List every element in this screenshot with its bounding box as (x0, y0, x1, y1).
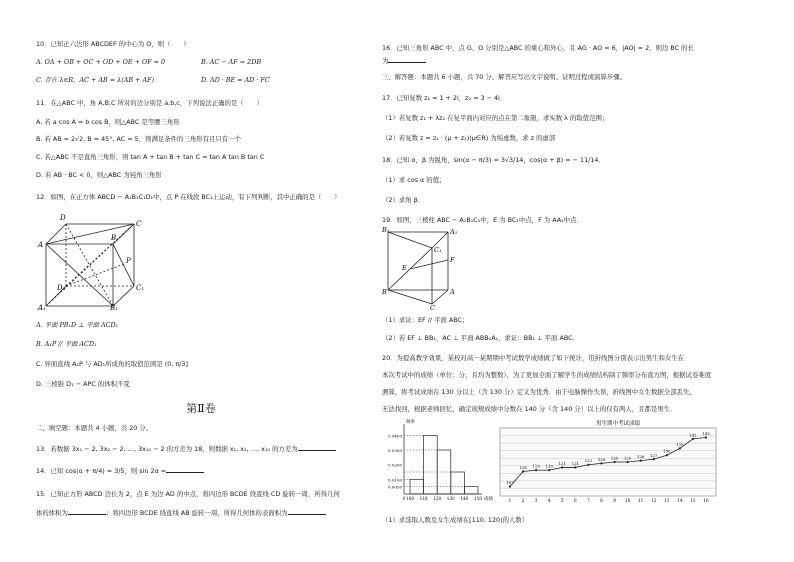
q15-answer-blank-2[interactable] (288, 508, 326, 515)
line-chart-frame (500, 428, 716, 496)
q11-stem: 11．在△ABC 中，角 A,B,C 所对的边分别是 a,b,c，下列说法正确的是（ ） (36, 99, 263, 107)
prism-figure (382, 226, 462, 310)
q14-stem: 14．已知 cos(α + π/4) = 3/5，则 sin 2α = (36, 467, 167, 475)
hist-y-tick-label: 0.0100 (388, 477, 402, 483)
q20-line-2: 本次考试中的成绩（单位：分，且均为整数），为了更加全面了解学生的成绩结构制了频率分布直方图，根据试卷难度 (382, 371, 712, 379)
male-score-point-label: 119 (532, 463, 540, 469)
q14-answer-blank[interactable] (166, 466, 204, 473)
cube-label-a: A (38, 241, 44, 249)
q11-option-c: C. 若△ABC 不是直角三角形，则 tan A + tan B + tan C = tan A tan B tan C (36, 153, 265, 161)
q12-option-a: A. 平面 PB₁D ⊥ 平面 ACD₁ (36, 321, 119, 329)
male-score-point (574, 466, 576, 468)
q10-option-d: D. AD · BE = AD · FC (201, 76, 270, 84)
hist-x-tick-label: 150 (474, 496, 482, 501)
hist-x-label: 成绩 (484, 497, 493, 502)
hist-y-tick-label: 0.0050 (388, 484, 402, 490)
q12-option-b: B. A₁P // 平面 ACD₁ (36, 340, 97, 348)
q16-part: 为 (382, 57, 389, 65)
hist-y-tick-label: 0.0200 (388, 462, 402, 468)
line-chart-x-tick-label: 9 (613, 498, 616, 503)
cube-label-p: P (126, 257, 131, 265)
prism-label-c1: C₁ (434, 246, 442, 254)
q20-line-1: 20．为提高教学效果，某校对高一某期期中考试数学成绩做了如下统计，用折线图分别表示出男生和女生在 (382, 354, 685, 362)
hist-x-tick-label: 130 (446, 496, 455, 501)
male-score-point (679, 447, 681, 449)
part-two-heading: 第Ⅱ卷 (186, 402, 216, 415)
cube-figure (38, 206, 148, 311)
male-score-point-label: 123 (584, 458, 593, 464)
line-chart-x-tick-label: 6 (573, 498, 577, 503)
q16-answer-blank[interactable] (388, 56, 426, 63)
q19-part-1: （1）求证：EF // 平面 ABC； (382, 316, 469, 324)
line-chart-x-tick-label: 10 (624, 498, 631, 503)
cube-label-a1: A₁ (38, 304, 46, 312)
prism-label-b: B (382, 288, 387, 296)
q12-option-c: C. 异面直线 A₁P 与 AD₁所成角的取值范围是 (0, π/3] (36, 360, 188, 368)
hist-y-tick-label: 0.0400 (388, 433, 402, 439)
male-score-point-label: 121 (558, 460, 566, 466)
male-score-point-label: 130 (663, 448, 671, 454)
male-score-point (613, 461, 615, 463)
line-chart-x-tick-label: 15 (690, 498, 696, 503)
hist-x-tick-label: 120 (433, 496, 442, 501)
male-score-point (535, 469, 537, 471)
cube-label-b1: B₁ (110, 304, 118, 312)
male-score-point (522, 470, 524, 472)
male-score-point (600, 462, 602, 464)
male-score-point (705, 436, 707, 438)
line-chart-x-tick-label: 3 (534, 498, 538, 503)
q12-option-d: D. 三棱锥 D₁ − APC 的体积不变 (36, 380, 130, 388)
q13-text (36, 444, 336, 453)
male-score-point (548, 469, 550, 471)
line-chart-x-tick-label: 2 (521, 498, 525, 503)
q15-answer-blank-1[interactable] (68, 508, 106, 515)
prism-label-b1: B₁ (382, 226, 390, 234)
male-score-point-label: 126 (637, 454, 645, 460)
q18-part-1: （1）求 cos α 的值； (382, 176, 446, 184)
q12-stem: 12．如图，在正方体 ABCD − A₁B₁C₁D₁中，点 P 在线段 BC₁上运动，有下列判断，其中正确的是（ ） (36, 193, 341, 201)
prism-label-e: E (402, 264, 407, 272)
cube-label-b: B (111, 234, 117, 242)
prism-label-f: F (450, 256, 455, 264)
hist-bar (451, 472, 465, 494)
male-score-point (653, 458, 655, 460)
line-chart-x-tick-label: 16 (703, 498, 709, 503)
male-score-point (627, 461, 629, 463)
q16-line-1: 16．已知三角形 ABC 中，点 G、O 分别是△ABC 的重心和外心，且 AG · AO = 6，|AO| = 2，则边 BC 的长 (382, 44, 694, 52)
male-score-point (561, 466, 563, 468)
male-score-point-label: 119 (545, 463, 553, 469)
hist-y-label: 频率 (406, 420, 415, 425)
male-score-point-label: 118 (519, 465, 527, 471)
male-score-point (587, 464, 589, 466)
q11-option-a: A. 若 a cos A = b cos B，则△ABC 是等腰三角形 (36, 118, 180, 126)
male-score-line-chart (492, 418, 728, 508)
q15-part-b: ；将四边形 BCDE 绕直线 AB 旋转一周，所得几何体的表面积为 (105, 509, 288, 517)
hist-y-tick-label: 0.0300 (388, 448, 402, 453)
line-chart-x-tick-label: 14 (677, 498, 683, 503)
q17-part-2: （2）若复数 z = z₁ · (μ + z₂)(μ∈R) 为纯虚数，求 z 的虚部 (382, 134, 556, 142)
male-score-point-label: 143 (702, 431, 710, 437)
q10-option-b: B. AC − AF = 2DB (201, 58, 262, 66)
q14-text (36, 466, 204, 475)
fill-in-section-title: 二、填空题：本题共 4 小题，共 20 分。 (36, 424, 153, 432)
cube-label-c1: C₁ (136, 284, 145, 292)
q18-part-2: （2）求角 β． (382, 196, 425, 204)
line-chart-x-tick-label: 11 (637, 498, 644, 503)
q11-option-b: B. 若 AB = 2√2, B = 45°, AC = 5，则满足条件的三角形有且只有一个 (36, 135, 241, 143)
hist-x-tick-label: 100 (406, 496, 414, 501)
q20-line-3: 测算，将考试成绩在 130 分以上（含 130 分）定义为优秀．由于电脑操作失误，折线图中女生数据全部丢失， (382, 388, 696, 396)
male-score-point-label: 124 (597, 456, 606, 462)
line-chart-x-tick-label: 12 (651, 498, 657, 503)
male-score-point (692, 438, 694, 440)
hist-bar (464, 487, 478, 494)
q20-part-1: （1）求选取人数及女生成绩在[110, 120)的人数） (382, 516, 529, 524)
q15-part-a: 体的体积为 (36, 509, 68, 517)
male-score-point-label: 135 (676, 441, 684, 447)
hist-bar (424, 435, 438, 494)
hist-x-tick-label: 140 (460, 496, 469, 501)
hist-x-tick-label: 0 (402, 496, 406, 501)
male-score-point-label: 121 (571, 460, 579, 466)
q11-option-d: D. 若 AB · BC < 0，则△ABC 为钝角三角形 (36, 171, 162, 179)
q10-option-a: A. OA + OB + OC + OD + OE + OF = 0 (36, 58, 166, 66)
male-score-point-label: 107 (506, 479, 514, 485)
male-score-point-label: 142 (689, 432, 697, 438)
q15-line-2 (36, 508, 326, 517)
q15-line-1: 15．已知正方形 ABCD 边长为 2，点 E 为边 AD 的中点，将四边形 BCDE 绕直线 CD 旋转一周，所得几何 (36, 490, 340, 498)
prism-label-a: A (450, 288, 455, 296)
line-chart-x-tick-label: 1 (508, 498, 512, 503)
q17-stem: 17．已知复数 z₁ = 1 + 2i，z₂ = 3 − 4i． (382, 94, 507, 102)
male-score-point-label: 125 (610, 455, 619, 461)
line-chart-x-tick-label: 7 (587, 498, 590, 503)
q19-stem: 19．如图，三棱柱 ABC − A₁B₁C₁中，E 为 BC₁中点，F 为 AA₁中点． (382, 216, 583, 224)
cube-label-d1: D₁ (57, 284, 66, 292)
q18-stem: 18．已知 α，β 为锐角，sin(α − π/3) = 3√3/14，cos(α + β) = − 11/14． (382, 156, 605, 164)
prism-label-c: C (430, 304, 435, 312)
male-score-point (666, 454, 668, 456)
q13-answer-blank[interactable] (298, 444, 336, 451)
line-chart-x-tick-label: 13 (664, 498, 670, 503)
cube-label-c: C (136, 220, 142, 228)
q10-stem: 10．已知正六边形 ABCDEF 的中心为 O，则（ ） (36, 40, 190, 48)
q10-option-c: C. 存在 λ∈R，AC + AB = λ(AB + AF) (36, 76, 154, 84)
hist-x-tick-label: 110 (419, 496, 428, 501)
male-score-point (509, 485, 511, 487)
prism-label-a1: A₁ (450, 228, 458, 236)
line-chart-x-tick-label: 5 (560, 498, 564, 503)
solve-section-title: 三、解答题：本题共 6 小题，共 70 分。解答应写出文字说明、证明过程或演算步骤。 (382, 73, 626, 81)
q13-stem: 13．若数据 3x₁ − 2, 3x₂ − 2, …, 3x₁₀ − 2 的方差为 18，则数据 x₁, x₂, …, x₁₀ 的方差为 (36, 445, 298, 453)
q16-line-2 (382, 56, 426, 65)
frequency-histogram (382, 418, 493, 508)
q20-line-4: 无法找回，根据老师回忆，确定现规成绩中分数在 140 分（含 140 分）以上的仅有两人，且都是男生． (382, 405, 677, 413)
line-chart-x-tick-label: 4 (547, 498, 551, 503)
male-score-point-label: 125 (623, 455, 632, 461)
male-score-point-label: 127 (650, 452, 658, 458)
q17-part-1: （1）若复数 z₁ + λz₂ 在复平面内对应的点在第二象限，求实数 λ 的取值范围； (382, 114, 609, 122)
cube-label-d: D (60, 214, 66, 222)
male-score-point (640, 460, 642, 462)
line-chart-title: 男生期中考试成绩 (595, 421, 641, 427)
q19-part-2: （2）若 EF ⊥ BB₁，AC ⊥ 平面 ABB₁A₁，求证：BB₁ ⊥ 平面 ABC． (382, 334, 579, 342)
line-chart-x-tick-label: 8 (600, 498, 603, 503)
